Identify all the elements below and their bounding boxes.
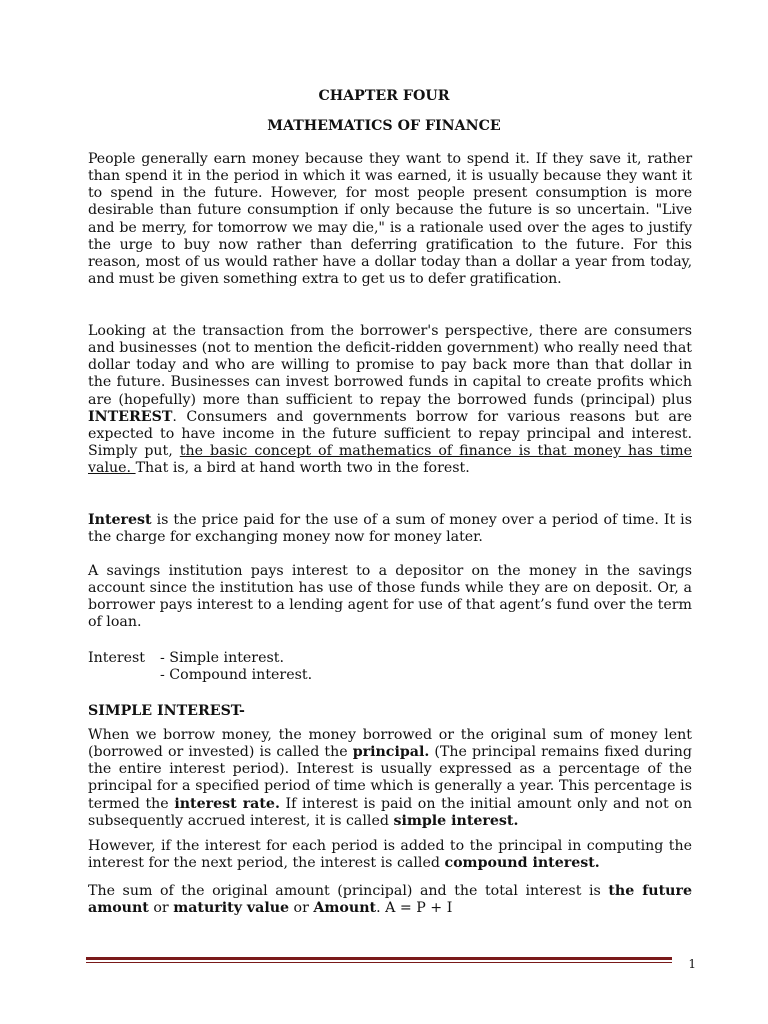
bold-term-future-amount: the future amount (88, 883, 692, 917)
paragraph-future-amount (88, 883, 692, 917)
text-span: (The principal remains fixed during the entire interest period). Interest is usually expressed as a percentage of the principal for a specified period of time which is generally a year. This percentage is termed the (88, 744, 692, 812)
interest-type-simple: - Simple interest. (160, 650, 284, 666)
section-heading-text: SIMPLE INTEREST- (88, 703, 245, 719)
section-heading-simple-interest (88, 703, 692, 720)
text-span: Looking at the transaction from the borrower's perspective, there are consumers and businesses (not to mention the deficit-ridden government) who really need that dollar today and who are willing to promise to pay back more than that dollar in the future. Businesses can invest borrowed funds in capital to create profits which are (hopefully) more than sufficient to repay the borrowed funds (principal) plus (88, 323, 692, 408)
paragraph-savings-institution: A savings institution pays interest to a depositor on the money in the savings account since the institution has use of those funds while they are on deposit. Or, a borrower pays interest to a lending agent for use of that agent’s fund over the term of loan. (88, 563, 692, 631)
interest-types-line-1 (88, 650, 692, 667)
text-span: . A = P + I (376, 900, 453, 917)
text-span: That is, a bird at hand worth two in the forest. (135, 460, 470, 477)
paragraph-compound-interest (88, 838, 692, 872)
text-span: . Consumers and governments borrow for various reasons but are expected to have income in the future sufficient to repay principal and interest. Simply put, (88, 408, 692, 460)
interest-types-line-2 (88, 667, 692, 684)
text-span: is the price paid for the use of a sum of money over a period of time. It is the charge for exchanging money now for money later. (88, 512, 692, 546)
paragraph-principal (88, 727, 692, 830)
interest-type-compound: - Compound interest. (160, 667, 313, 683)
text-span: or (148, 900, 174, 917)
text-span: The sum of the original amount (principal) and the total interest is (88, 883, 609, 899)
bold-term-compound-interest: compound interest. (444, 855, 600, 872)
paragraph-intro: People generally earn money because they want to spend it. If they save it, rather than spend it in the period in which it was earned, it is usually because they want it to spend in the future. However, for most people present consumption is more desirable than future consumption if only because the future is so uncertain. "Live and be merry, for tomorrow we may die," is a rationale used over the ages to justify the urge to buy now rather than deferring gratification to the future. For this reason, most of us would rather have a dollar today than a dollar a year from today, and must be given something extra to get us to defer gratification. (88, 151, 692, 288)
chapter-title: MATHEMATICS OF FINANCE (267, 118, 501, 134)
footer-rule-thin (86, 962, 672, 963)
bold-term-amount: Amount (313, 900, 377, 917)
page-number: 1 (688, 957, 696, 971)
bold-term-interest: INTEREST (88, 408, 173, 425)
bold-term-principal: principal. (352, 744, 430, 761)
interest-types-label: Interest (88, 650, 145, 666)
chapter-heading: CHAPTER FOUR (318, 88, 450, 104)
bold-term-maturity-value: maturity value (173, 900, 290, 917)
text-span: If interest is paid on the initial amount only and not on subsequently accrued interest, it is called (88, 795, 692, 829)
underlined-key-concept: the basic concept of mathematics of finance is that money has time value. (88, 443, 693, 477)
paragraph-borrower-perspective (88, 323, 692, 477)
bold-term-interest-rate: interest rate. (174, 795, 280, 812)
bold-term-interest: Interest (88, 512, 152, 528)
bold-term-simple-interest: simple interest. (393, 812, 519, 829)
text-span: When we borrow money, the money borrowed or the original sum of money lent (borrowed or invested) is called the (88, 727, 692, 761)
paragraph-interest-definition (88, 512, 692, 546)
text-span: However, if the interest for each period is added to the principal in computing the interest for the next period, the interest is called (88, 838, 692, 872)
footer-rule-thick (86, 957, 672, 960)
text-span: or (289, 900, 314, 917)
